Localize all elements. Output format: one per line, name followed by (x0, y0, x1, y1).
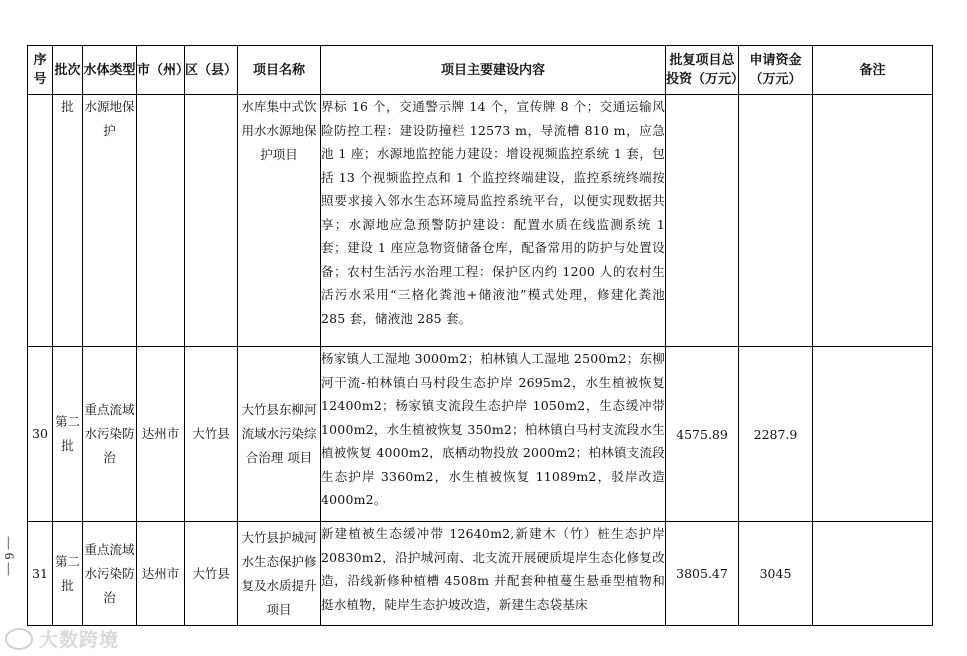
cell-city (137, 95, 185, 347)
cell-project-name: 大竹县护城河水生态保护修复及水质提升项目 (238, 522, 321, 626)
cell-seq (28, 95, 53, 347)
cell-remarks (813, 347, 933, 522)
header-requested-funds: 申请资金（万元） (739, 46, 813, 95)
cell-remarks (813, 522, 933, 626)
cell-project-name: 大竹县东柳河流域水污染综合治理 项目 (238, 347, 321, 522)
watermark (5, 625, 119, 652)
cell-requested-funds: 3045 (739, 522, 813, 626)
cell-seq: 31 (28, 522, 53, 626)
cell-approved-investment: 4575.89 (666, 347, 739, 522)
cell-city: 达州市 (137, 522, 185, 626)
header-row (28, 46, 933, 95)
header-seq: 序号 (28, 46, 53, 95)
cell-content: 界标 16 个，交通警示牌 14 个，宣传牌 8 个；交通运输风险防控工程：建设防撞栏 12573 m，导流槽 810 m，应急池 1 座；水源地监控能力建设：增设视频监控系统 1 套，包括 13 个视频监控点和 1 个监控终端建设，监控系统终端按照要求接入邻水生态环境局监控系统平台，以便实现数据共享；水源地应急预警防护建设：配置水质在线监测系统 1 套；建设 1 座应急物资储备仓库，配备常用的防护与处置设备；农村生活污水治理工程：保护区内约 1200 人的农村生活污水采用“三格化粪池+储液池”模式处理，修建化粪池 285 套，储液池 285 套。 (321, 95, 666, 347)
cell-county: 大竹县 (185, 347, 238, 522)
cell-county: 大竹县 (185, 522, 238, 626)
cell-batch: 第二批 (53, 347, 83, 522)
cell-county (185, 95, 238, 347)
header-water-type: 水体类型 (83, 46, 137, 95)
cell-project-name: 水库集中式饮用水水源地保护项目 (238, 95, 321, 347)
cell-water-type: 重点流域水污染防治 (83, 522, 137, 626)
cell-content: 新建植被生态缓冲带 12640m2,新建木（竹）桩生态护岸 20830m2，沿护城河南、北支流开展硬质堤岸生态化修复改造，沿线新修种植槽 4508m 并配套种植蔓生悬垂型植物和挺水植物，陡岸生态护坡改造，新建生态袋基床 (321, 522, 666, 626)
page-number-text: — 6 — (2, 536, 17, 576)
cell-requested-funds (739, 95, 813, 347)
cell-batch: 第二批 (53, 522, 83, 626)
cell-approved-investment (666, 95, 739, 347)
project-table (27, 45, 933, 626)
header-project-name: 项目名称 (238, 46, 321, 95)
header-county: 区（县） (185, 46, 238, 95)
table-row (28, 95, 933, 347)
cell-remarks (813, 95, 933, 347)
cell-seq: 30 (28, 347, 53, 522)
watermark-text: 大数跨境 (39, 629, 120, 651)
table-row (28, 522, 933, 626)
cell-content: 杨家镇人工湿地 3000m2；柏林镇人工湿地 2500m2；东柳河干流-柏林镇白马村段生态护岸 2695m2，水生植被恢复 12400m2；杨家镇支流段生态护岸 1050m2，生态缓冲带 1000m2，水生植被恢复 350m2；柏林镇白马村支流段水生植被恢复 4000m2，底栖动物投放 2000m2；柏林镇支流段生态护岸 3360m2，水生植被恢复 11089m2，驳岸改造 4000m2。 (321, 347, 666, 522)
cell-water-type: 水源地保护 (83, 95, 137, 347)
header-content: 项目主要建设内容 (321, 46, 666, 95)
cell-approved-investment: 3805.47 (666, 522, 739, 626)
watermark-logo-icon (5, 628, 33, 650)
header-remarks: 备注 (813, 46, 933, 95)
table-row (28, 347, 933, 522)
cell-requested-funds: 2287.9 (739, 347, 813, 522)
cell-city: 达州市 (137, 347, 185, 522)
header-batch: 批次 (53, 46, 83, 95)
header-city: 市（州） (137, 46, 185, 95)
cell-batch: 批 (53, 95, 83, 347)
cell-water-type: 重点流域水污染防治 (83, 347, 137, 522)
page-number (2, 536, 17, 576)
header-approved-investment: 批复项目总投资（万元） (666, 46, 739, 95)
